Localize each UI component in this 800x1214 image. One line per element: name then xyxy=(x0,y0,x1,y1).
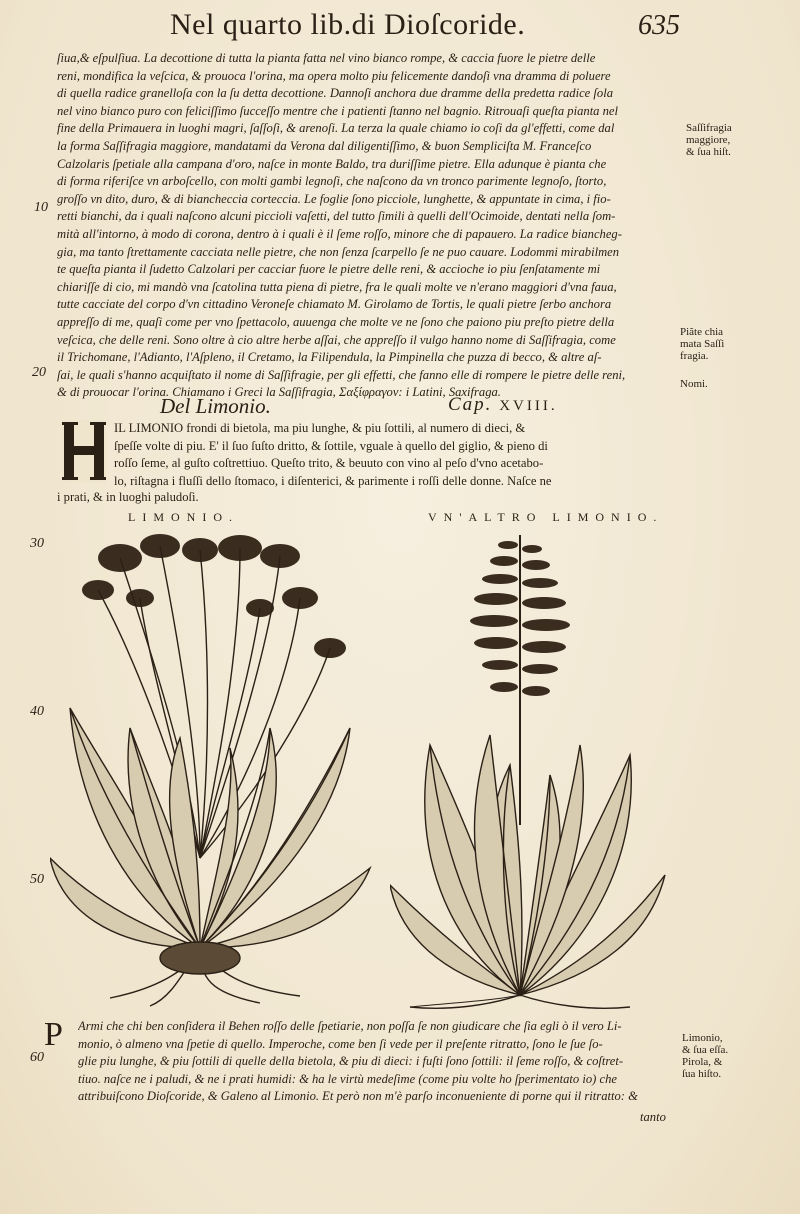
main-text-block xyxy=(57,50,677,402)
text-line: IL LIMONIO frondi di bietola, ma piu lunghe, & piu ſottili, al numero di dieci, & xyxy=(114,421,526,435)
limonio-text-block xyxy=(114,420,684,490)
line-number: 50 xyxy=(30,872,44,887)
text-line: i prati, & in luoghi paludoſi. xyxy=(57,490,199,504)
margin-note-line: ſua hiſto. xyxy=(682,1068,722,1080)
margin-note-line: & ſua hiſt. xyxy=(686,146,731,158)
text-line: glie piu lunghe, & piu ſottili di quelle della bietola, & piu di dieci: i fuſti ſono ſottili: il ſeme roſſo, & coſtret- xyxy=(78,1054,624,1069)
margin-note-nomi xyxy=(680,378,708,390)
text-line: attribuiſcono Dioſcoride, & Galeno al Limonio. Et però non m'è parſo inconueniente di porne qui il ritratto: & xyxy=(78,1089,638,1104)
text-line: reni, mondifica la veſcica, & prouoca l'orina, ma opera molto piu felicemente dandoſi vna dramma di poluere xyxy=(57,68,611,83)
text-line: il Trichomane, l'Adianto, l'Aſpleno, il Cretamo, la Filipendula, la Pimpinella che puzza di becco, & altre aſ- xyxy=(57,350,602,365)
margin-note-line: fragia. xyxy=(680,350,709,362)
chapter-number: XVIII. xyxy=(499,398,558,414)
margin-note-limonio xyxy=(682,1032,728,1080)
running-title: Nel quarto lib.di Dioſcoride. xyxy=(170,8,526,41)
text-line: tutte cacciate del corpo d'vn cittadino Veroneſe chiamato M. Girolamo de Tortis, le quali pietre ſerbo anchora xyxy=(57,297,612,312)
line-number: 20 xyxy=(32,365,46,380)
text-line: fine della Primauera in luoghi magri, ſaſſoſi, & arenoſi. La terza la quale chiamo io coſi da gl'effetti, come dal xyxy=(57,121,615,136)
chapter-heading xyxy=(448,394,558,416)
line-number: 40 xyxy=(30,704,44,719)
text-line: roſſo ſeme, al guſto coſtrettiuo. Queſto trito, & beuuto con vino al peſo d'vno acetabo- xyxy=(114,456,544,471)
text-line: te queſta pianta il ſudetto Calzolari per cacciar fuore le pietre delle reni, & accioche io piu ſenſatamente mi xyxy=(57,262,601,277)
text-line: nel vino bianco puro con feliciſſimo ſucceſſo mentre che i patienti ſtanno nel bagnio. Ritrouaſi queſta pianta nel xyxy=(57,103,619,118)
margin-note-line: mata Saſſi xyxy=(680,338,725,350)
page-number: 635 xyxy=(638,10,680,41)
limonio-woodcut-illustration xyxy=(50,528,380,1008)
text-line: mità all'intorno, à modo di corona, dentro à i quali è il ſeme roſſo, minore che di papauero. La radice biancheg- xyxy=(57,226,622,241)
text-line: & di prouocar l'orina. Chiamano i Greci la Saſſifragia, Σαξίφραγον: i Latini, Saxifraga. xyxy=(57,385,501,400)
text-line: monio, ò almeno vna ſpetie di quello. Imperoche, come ben ſi vede per il preſente ritratto, ſono le ſue ſo- xyxy=(78,1036,603,1051)
text-line: la forma Saſſifragia maggiore, mandatami da Verona dal diligentiſſimo, & buon Sempliciſta M. Franceſco xyxy=(57,138,592,153)
bottom-text-block xyxy=(78,1018,678,1106)
margin-note-line: Pirola, & xyxy=(682,1056,723,1068)
caption-limonio: LIMONIO. xyxy=(128,510,239,524)
chapter-label: Cap. xyxy=(448,394,493,415)
text-line: veſcica, che delle reni. Sono oltre à cio altre herbe aſſai, che appreſſo il vulgo hanno nome di Saſſifragia, come xyxy=(57,332,616,347)
margin-note-piante xyxy=(680,326,724,362)
line-number: 60 xyxy=(30,1050,44,1065)
section-title: Del Limonio. xyxy=(160,394,271,418)
margin-note-sassifragia xyxy=(686,122,732,158)
text-line: ſai, le quali s'hanno acquiſtato il nome di Saſſifragie, per gli effetti, che fanno elle di rompere le pietre delle reni, xyxy=(57,367,626,382)
margin-note-line: maggiore, xyxy=(686,134,731,146)
text-line: di forma riferiſce vn arboſcello, con molti gambi legnoſi, che naſcono da vn tronco parimente legnoſo, ſtorto, xyxy=(57,174,607,189)
text-line: di quella radice granelloſa con la ſu detta decottione. Dannoſi anchora due dramme della predetta radice ſola xyxy=(57,86,614,101)
text-line: Calzolaris ſpetiale alla campana d'oro, naſce in monte Baldo, tra duriſſime pietre. Ella adunque è pianta che xyxy=(57,156,607,171)
text-line: retti bianchi, da i quali naſcono alcuni piccioli vaſetti, del tutto ſimili à quelli dell'Ocimoide, dentati nella ſom- xyxy=(57,209,616,224)
text-line: gia, ma tanto ſtrettamente cacciata nelle pietre, che non ſenza ſcarpello ſe ne puo cauare. Lodommi mirabilmen xyxy=(57,244,620,259)
margin-note-line: & ſua eſſa. xyxy=(682,1044,729,1056)
margin-note-line: Saſſifragia xyxy=(686,122,732,134)
catchword: tanto xyxy=(640,1110,666,1124)
text-line: groſſo vn dito, duro, & di biancheccia corteccia. Le foglie ſono picciole, lunghette, & appuntate in cima, i fio- xyxy=(57,191,611,206)
line-number: 30 xyxy=(30,536,44,551)
text-line: Armi che chi ben conſidera il Behen roſſo delle ſpetiarie, non poſſa ſe non giudicare che ſia egli ò il vero Li- xyxy=(78,1019,622,1033)
text-line: ſpeſſe volte di piu. E' il ſuo ſuſto dritto, & ſottile, vguale à quello del giglio, & pieno di xyxy=(114,438,548,453)
altro-limonio-woodcut-illustration xyxy=(390,525,670,1015)
decorated-initial-h-icon xyxy=(62,420,106,482)
text-line: lo, riſtagna i fluſſi dello ſtomaco, i diſenterici, & parimente i roſſi delle donne. Naſce ne xyxy=(114,473,552,488)
margin-note-line: Piãte chia xyxy=(680,326,724,338)
text-line: appreſſo di me, quaſi come per vno ſpettacolo, auuenga che molte ve ne ſono che paiono piu preſto pietre della xyxy=(57,314,615,329)
text-line: chiariſſe di cio, mi mandò vna ſcatolina tutta piena di pietre, fra le quali molte ve n'erano maggiori d'vna faua, xyxy=(57,279,617,294)
margin-note-line: Limonio, xyxy=(682,1032,723,1044)
line-number: 10 xyxy=(34,200,48,215)
text-line: tiuo. naſce ne i paludi, & ne i prati humidi: & ha le virtù medeſime (come piu volte ho ſperimentato io) che xyxy=(78,1071,617,1086)
text-line: ſiua,& eſpulſiua. La decottione di tutta la pianta fatta nel vino bianco rompe, & caccia fuore le pietre delle xyxy=(57,51,596,65)
initial-p: P xyxy=(44,1016,63,1053)
margin-note-line: Nomi. xyxy=(680,378,708,390)
page-header xyxy=(160,8,680,48)
caption-altro-limonio: VN'ALTRO LIMONIO. xyxy=(428,510,664,524)
